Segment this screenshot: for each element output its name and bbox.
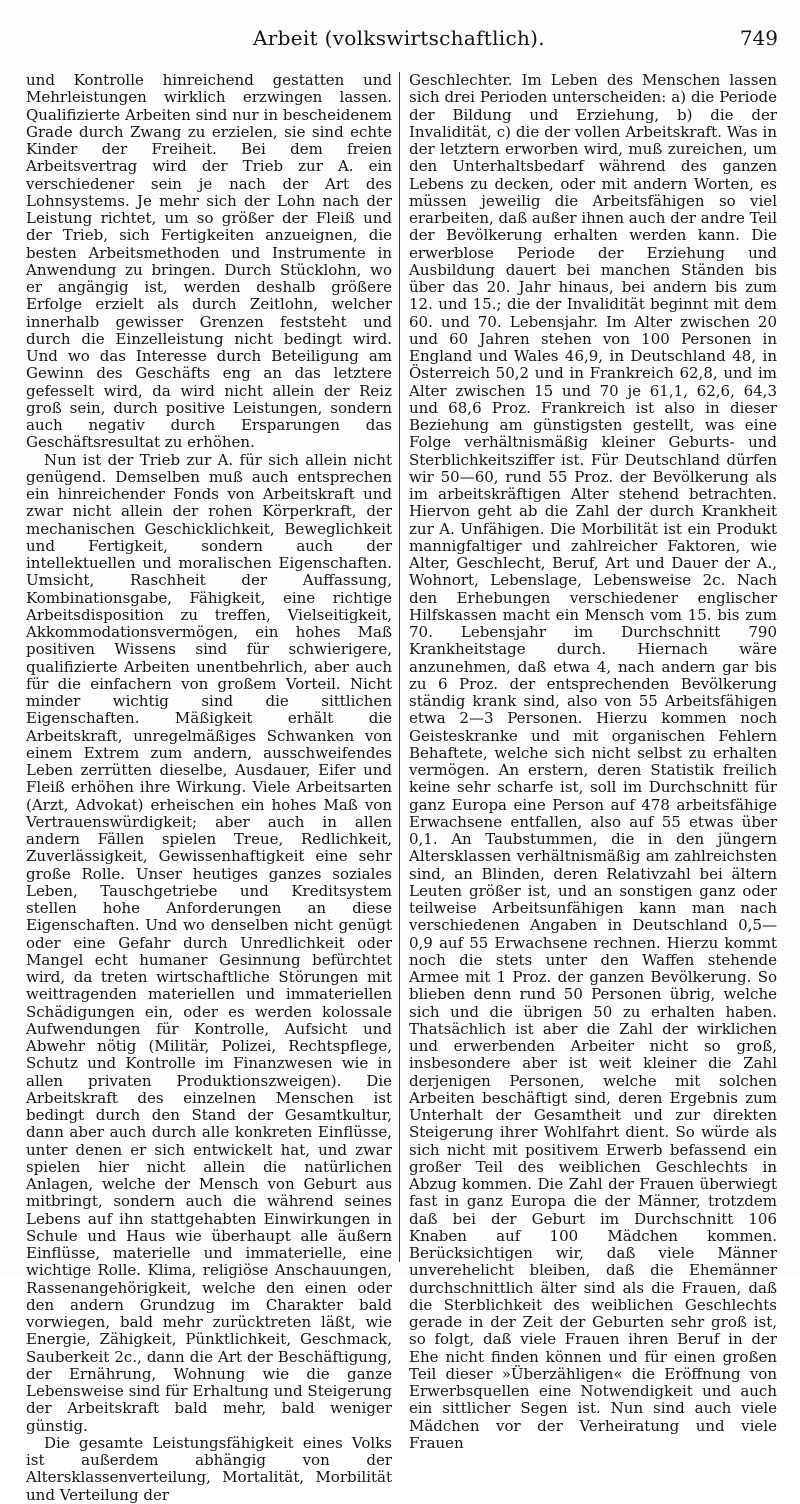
running-title: Arbeit (volkswirtschaftlich). [253,26,545,50]
paragraph: Die gesamte Leistungsfähigkeit eines Volks ist außerdem abhängig von der Altersklassenverteilung, Mortalität, Morbilität und Verteilung der [26,1433,392,1504]
column-divider [399,72,400,1262]
left-column [26,71,392,1504]
right-column [409,71,777,1452]
paragraph: Geschlechter. Im Leben des Menschen lassen sich drei Perioden unterscheiden: a) die Periode der Bildung und Erziehung, b) die der Invalidität, c) die der vollen Arbeitskraft. Was in der letztern erworben wird, muß zureichen, um den Unterhaltsbedarf während des ganzen Lebens zu decken, oder mit andern Worten, es müssen jeweilig die Arbeitsfähigen so viel erarbeiten, daß außer ihnen auch der andre Teil der Bevölkerung erhalten werden kann. Die erwerblose Periode der Erziehung und Ausbildung dauert bei manchen Ständen bis über das 20. Jahr hinaus, bei andern bis zum 12. und 15.; die der Invalidität beginnt mit dem 60. und 70. Lebensjahr. Im Alter zwischen 20 und 60 Jahren stehen von 100 Personen in England und Wales 46,9, in Deutschland 48, in Österreich 50,2 und in Frankreich 62,8, und im Alter zwischen 15 und 70 je 61,1, 62,6, 64,3 und 68,6 Proz. Frankreich ist also in dieser Beziehung am günstigsten gestellt, was eine Folge verhältnismäßig kleiner Geburts- und Sterblichkeitsziffer ist. Für Deutschland dürfen wir 50—60, rund 55 Proz. der Bevölkerung als im arbeitskräftigen Alter stehend betrachten. Hiervon geht ab die Zahl der durch Krankheit zur A. Unfähigen. Die Morbilität ist ein Produkt mannigfaltiger und zahlreicher Faktoren, wie Alter, Geschlecht, Beruf, Art und Dauer der A., Wohnort, Lebenslage, Lebensweise 2c. Nach den Erhebungen verschiedener englischer Hilfskassen macht ein Mensch vom 15. bis zum 70. Lebensjahr im Durchschnitt 790 Krankheitstage durch. Hiernach wäre anzunehmen, daß etwa 4, nach andern gar bis zu 6 Proz. der entsprechenden Bevölkerung ständig krank sind, also von 55 Arbeitsfähigen etwa 2—3 Personen. Hierzu kommen noch Geisteskranke und mit organischen Fehlern Behaftete, welche sich nicht selbst zu erhalten vermögen. An erstern, deren Statistik freilich keine sehr scharfe ist, soll im Durchschnitt für ganz Europa eine Person auf 478 arbeitsfähige Erwachsene entfallen, also auf 55 etwas über 0,1. An Taubstummen, die in den jüngern Altersklassen verhältnismäßig am zahlreichsten sind, an Blinden, deren Relativzahl bei ältern Leuten größer ist, und an sonstigen ganz oder teilweise Arbeitsunfähigen kann man nach verschiedenen Angaben in Deutschland 0,5—0,9 auf 55 Erwachsene rechnen. Hierzu kommt noch die stets unter den Waffen stehende Armee mit 1 Proz. der ganzen Bevölkerung. So blieben denn rund 50 Personen übrig, welche sich und die übrigen 50 zu erhalten haben. Thatsächlich ist aber die Zahl der wirklichen und erwerbenden Arbeiter nicht so groß, insbesondere aber ist weit kleiner die Zahl derjenigen Personen, welche mit solchen Arbeiten beschäftigt sind, deren Ergebnis zum Unterhalt der Gesamtheit und zur direkten Steigerung ihrer Wohlfahrt dient. So würde als sich nicht mit positivem Erwerb befassend ein großer Teil des weiblichen Geschlechts in Abzug kommen. Die Zahl der Frauen überwiegt fast in ganz Europa die der Männer, trotzdem daß bei der Geburt im Durchschnitt 106 Knaben auf 100 Mädchen kommen. Berücksichtigen wir, daß viele Männer unverehelicht bleiben, daß die Ehemänner durchschnittlich älter sind als die Frauen, daß die Sterblichkeit des weiblichen Geschlechts gerade in der Zeit der Geburten sehr groß ist, so folgt, daß viele Frauen ihren Beruf in der Ehe nicht finden können und für einen großen Teil dieser »Überzähligen« die Eröffnung von Erwerbsquellen eine Notwendigkeit und auch ein sittlicher Segen ist. Nun sind auch viele Mädchen vor der Verheiratung und viele Frauen [409,71,777,1452]
page-header [20,26,778,52]
page-number: 749 [739,26,778,50]
paragraph: Nun ist der Trieb zur A. für sich allein nicht genügend. Demselben muß auch entsprechen ein hinreichender Fonds von Arbeitskraft und zwar nicht allein der rohen Körperkraft, der mechanischen Geschicklichkeit, Beweglichkeit und Fertigkeit, sondern auch der intellektuellen und moralischen Eigenschaften. Umsicht, Raschheit der Auffassung, Kombinationsgabe, Fähigkeit, eine richtige Arbeitsdisposition zu treffen, Vielseitigkeit, Akkommodationsvermögen, ein hohes Maß positiven Wissens sind für schwierigere, qualifizierte Arbeiten unentbehrlich, aber auch für die einfachern von großem Vorteil. Nicht minder wichtig sind die sittlichen Eigenschaften. Mäßigkeit erhält die Arbeitskraft, unregelmäßiges Schwanken von einem Extrem zum andern, ausschweifendes Leben zerrütten dieselbe, Ausdauer, Eifer und Fleiß erhöhen ihre Wirkung. Viele Arbeitsarten (Arzt, Advokat) erheischen ein hohes Maß von Vertrauenswürdigkeit; aber auch in allen andern Fällen spielen Treue, Redlichkeit, Zuverlässigkeit, Gewissenhaftigkeit eine sehr große Rolle. Unser heutiges ganzes soziales Leben, Tauschgetriebe und Kreditsystem stellen hohe Anforderungen an diese Eigenschaften. Und wo denselben nicht genügt oder eine Gefahr durch Unredlichkeit oder Mangel echt humaner Gesinnung befürchtet wird, da treten wirtschaftliche Störungen mit weittragenden materiellen und immateriellen Schädigungen ein, oder es werden kolossale Aufwendungen für Kontrolle, Aufsicht und Abwehr nötig (Militär, Polizei, Rechtspflege, Schutz und Kontrolle im Finanzwesen wie in allen privaten Produktionszweigen). Die Arbeitskraft des einzelnen Menschen ist bedingt durch den Stand der Gesamtkultur, dann aber auch durch alle konkreten Einflüsse, unter denen er sich entwickelt hat, und zwar spielen hier nicht allein die natürlichen Anlagen, welche der Mensch von Geburt aus mitbringt, sondern auch die während seines Lebens auf ihn stattgehabten Einwirkungen in Schule und Haus wie überhaupt alle äußern Einflüsse, materielle und immaterielle, eine wichtige Rolle. Klima, religiöse Anschauungen, Rassenangehörigkeit, welche den einen oder den andern Grundzug im Charakter bald vorwiegen, bald mehr zurücktreten läßt, wie Energie, Zähigkeit, Pünktlichkeit, Geschmack, Sauberkeit 2c., dann die Art der Beschäftigung, der Ernährung, Wohnung wie die ganze Lebensweise sind für Erhaltung und Steigerung der Arbeitskraft bald mehr, bald weniger günstig. [26,450,392,1435]
paragraph: und Kontrolle hinreichend gestatten und Mehrleistungen wirklich erzwingen lassen. Qualifizierte Arbeiten sind nur in bescheidenem Grade durch Zwang zu erzielen, sie sind echte Kinder der Freiheit. Bei dem freien Arbeitsvertrag wird der Trieb zur A. ein verschiedener sein je nach der Art des Lohnsystems. Je mehr sich der Lohn nach der Leistung richtet, um so größer der Fleiß und der Trieb, sich Fertigkeiten anzueignen, die besten Arbeitsmethoden und Instrumente in Anwendung zu bringen. Durch Stücklohn, wo er angängig ist, werden deshalb größere Erfolge erzielt als durch Zeitlohn, welcher innerhalb gewisser Grenzen feststeht und durch die Einzelleistung nicht bedingt wird. Und wo das Interesse durch Beteiligung am Gewinn des Geschäfts eng an das letztere gefesselt wird, da wird nicht allein der Reiz groß sein, durch positive Leistungen, sondern auch negativ durch Ersparungen das Geschäftsresultat zu erhöhen. [26,71,392,452]
